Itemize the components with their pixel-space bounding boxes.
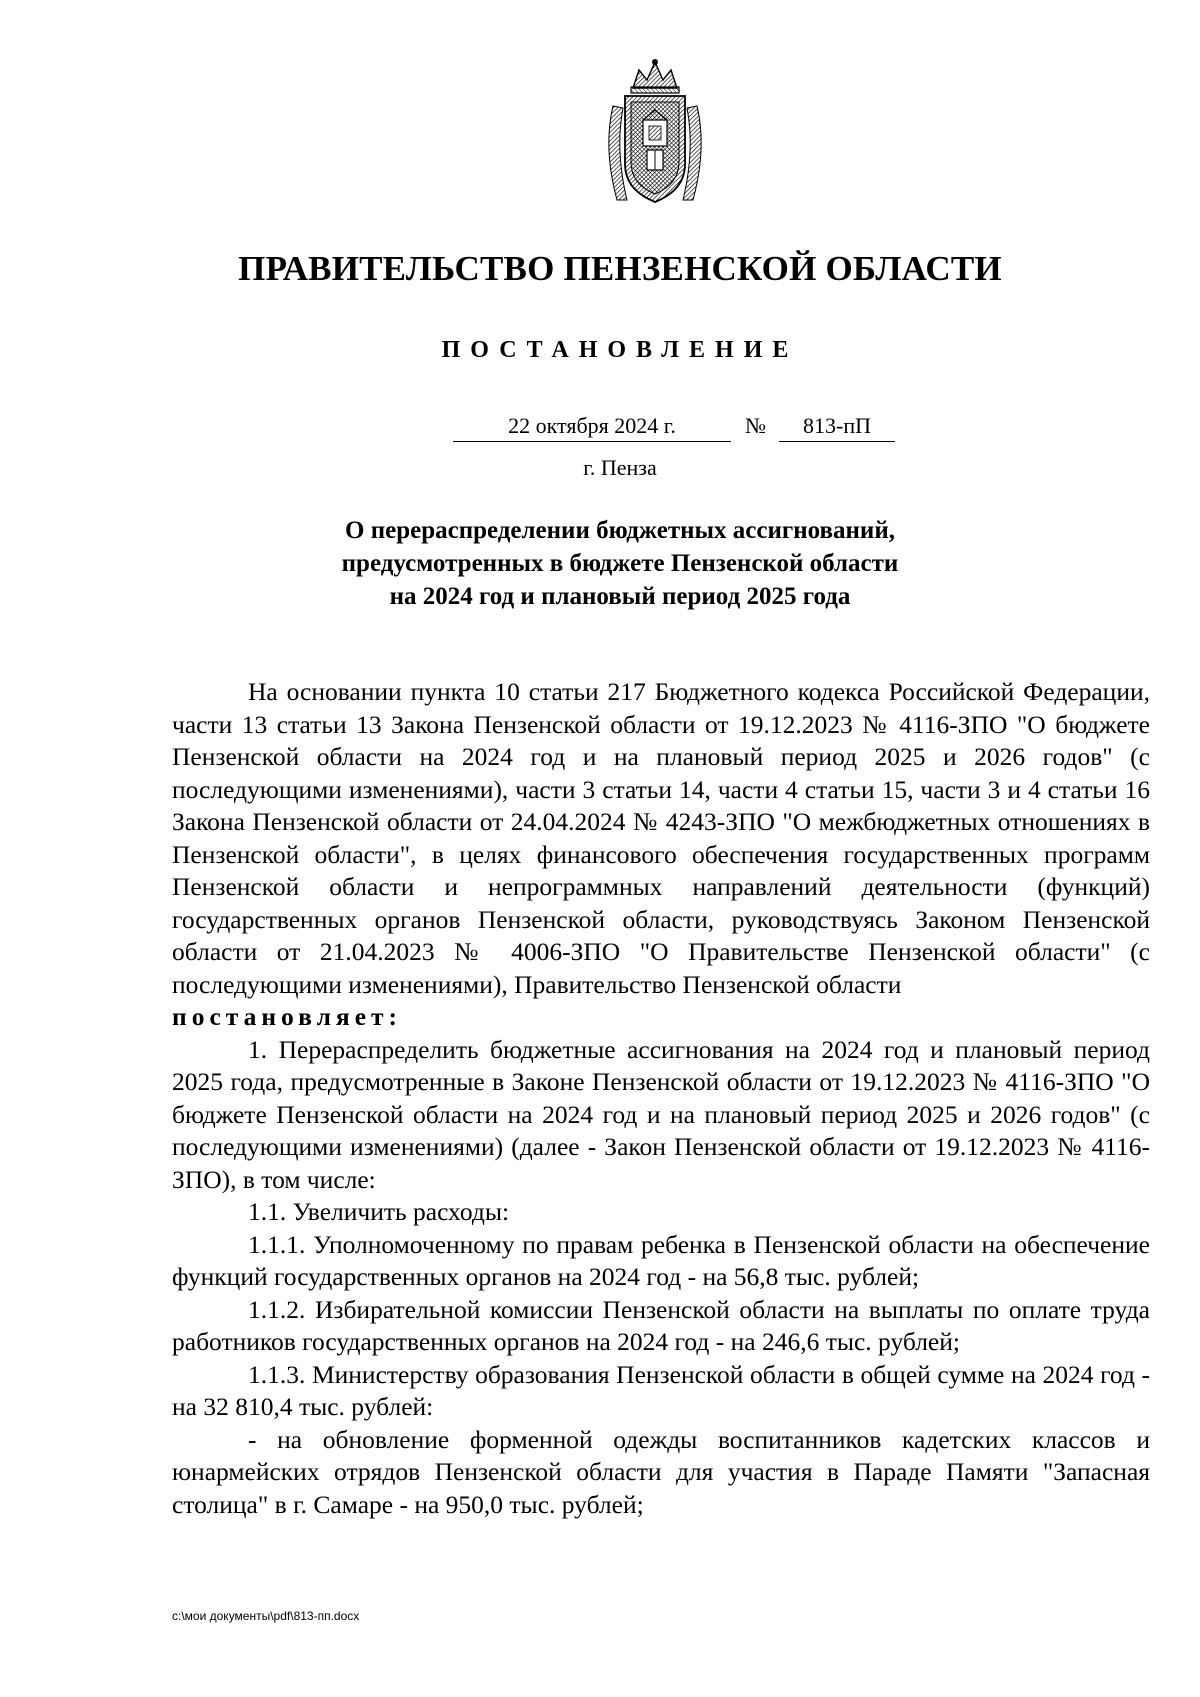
document-body — [172, 676, 1150, 1521]
document-title — [170, 514, 1070, 613]
city: г. Пенза — [583, 455, 657, 480]
dash-item: - на обновление форменной одежды воспитанников кадетских классов и юнармейских отрядов Пензенской области для участия в Параде Памяти "Запасная столица" в г. Самаре - на 950,0 тыс. рублей; — [172, 1424, 1150, 1519]
paragraph-1: 1. Перераспределить бюджетные ассигнования на 2024 год и плановый период 2025 года, предусмотренные в Законе Пензенской области от 19.12.2023 № 4116-ЗПО "О бюджете Пензенской области на 2024 год и на плановый период 2025 и 2026 годов" (с последующими изменениями) (далее - Закон Пензенской области от 19.12.2023 № 4116-ЗПО), в том числе: — [172, 1034, 1150, 1194]
paragraph-1-1-3: 1.1.3. Министерству образования Пензенской области в общей сумме на 2024 год - на 32 810,4 тыс. рублей: — [172, 1359, 1150, 1421]
file-path-footer: c:\мои документы\pdf\813-пп.docx — [172, 1609, 360, 1623]
document-number: 813-пП — [779, 413, 895, 442]
organization-name: ПРАВИТЕЛЬСТВО ПЕНЗЕНСКОЙ ОБЛАСТИ — [238, 249, 1002, 288]
resolves-word: постановляет: — [172, 1002, 403, 1031]
coat-of-arms-icon — [599, 58, 711, 208]
paragraph-1-1-2: 1.1.2. Избирательной комиссии Пензенской области на выплаты по оплате труда работников государственных органов на 2024 год - на 246,6 тыс. рублей; — [172, 1294, 1150, 1356]
title-line: на 2024 год и плановый период 2025 года — [389, 583, 851, 610]
title-line: предусмотренных в бюджете Пензенской области — [341, 550, 899, 577]
document-type: ПОСТАНОВЛЕНИЕ — [441, 337, 799, 363]
document-date: 22 октября 2024 г. — [453, 413, 731, 442]
paragraph-1-1-1: 1.1.1. Уполномоченному по правам ребенка в Пензенской области на обеспечение функций государственных органов на 2024 год - на 56,8 тыс. рублей; — [172, 1229, 1150, 1291]
title-line: О перераспределении бюджетных ассигнований, — [345, 517, 895, 544]
paragraph-1-1: 1.1. Увеличить расходы: — [248, 1197, 510, 1226]
number-sign: № — [745, 413, 766, 438]
preamble-paragraph: На основании пункта 10 статьи 217 Бюджетного кодекса Российской Федерации, части 13 статьи 13 Закона Пензенской области от 19.12.2023 № 4116-ЗПО "О бюджете Пензенской области на 2024 год и на плановый период 2025 и 2026 годов" (с последующими изменениями), части 3 статьи 14, части 4 статьи 15, части 3 и 4 статьи 16 Закона Пензенской области от 24.04.2024 № 4243-ЗПО "О межбюджетных отношениях в Пензенской области", в целях финансового обеспечения государственных программ Пензенской области и непрограммных направлений деятельности (функций) государственных органов Пензенской области, руководствуясь Законом Пензенской области от 21.04.2023 № 4006-ЗПО "О Правительстве Пензенской области" (с последующими изменениями), Правительство Пензенской области — [172, 677, 1150, 999]
